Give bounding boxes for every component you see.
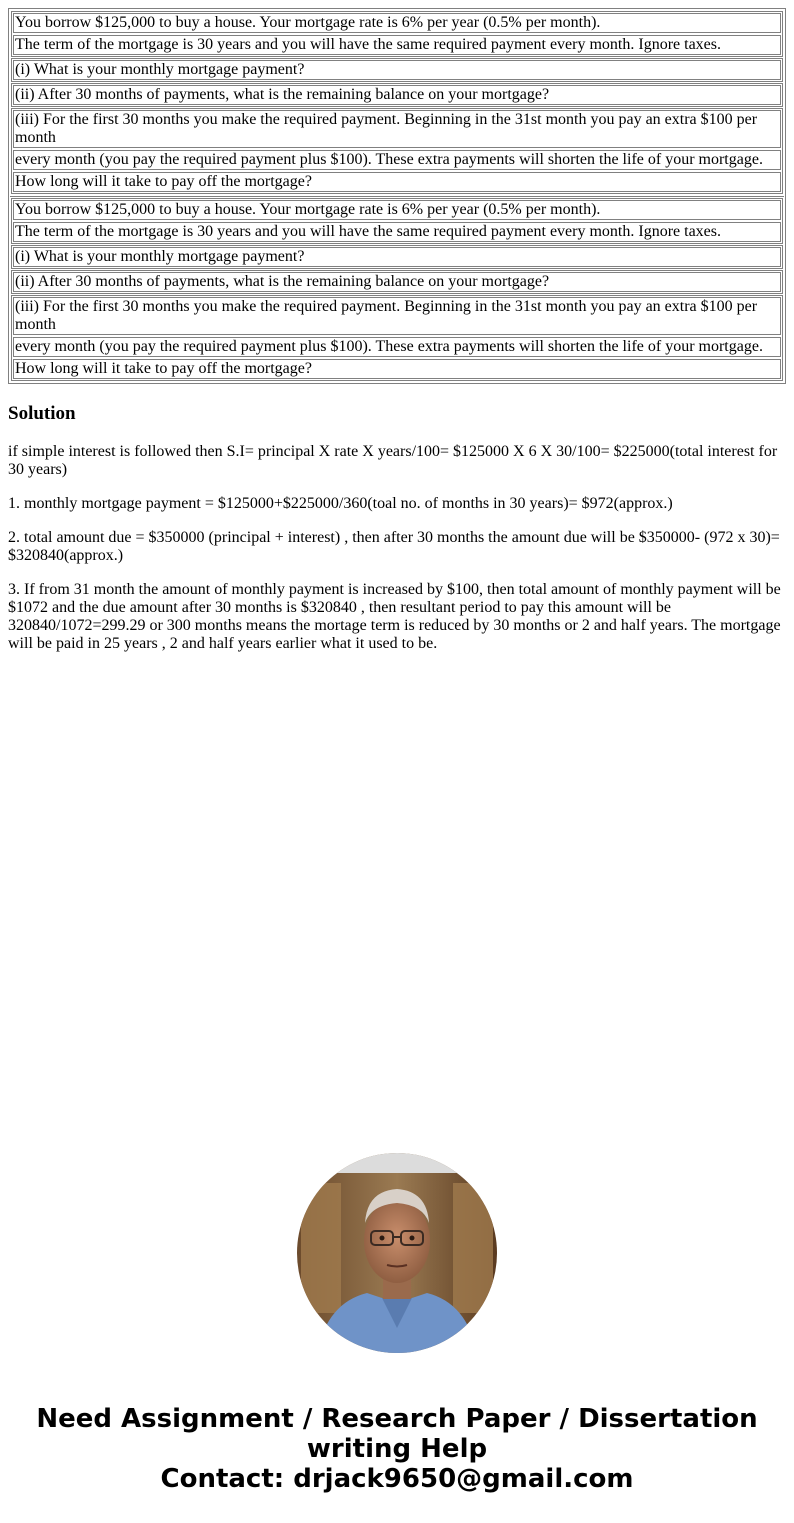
question-cell: (iii) For the first 30 months you make the required payment. Beginning in the 31st month you pay an extra $100 per month	[13, 110, 781, 148]
question-cell: The term of the mortgage is 30 years and you will have the same required payment every month. Ignore taxes.	[13, 222, 781, 242]
question-cell: (iii) For the first 30 months you make the required payment. Beginning in the 31st month you pay an extra $100 per month	[13, 297, 781, 335]
author-portrait-image	[297, 1153, 497, 1353]
contact-email: Contact: drjack9650@gmail.com	[160, 1464, 634, 1494]
question-table	[8, 8, 786, 384]
question-cell: How long will it take to pay off the mortgage?	[13, 359, 781, 379]
solution-paragraph: 1. monthly mortgage payment = $125000+$225000/360(toal no. of months in 30 years)= $972(approx.)	[8, 495, 673, 512]
question-cell: How long will it take to pay off the mortgage?	[13, 172, 781, 192]
question-subtable	[11, 295, 783, 381]
solution-paragraph: 3. If from 31 month the amount of monthly payment is increased by $100, then total amount of monthly payment will be $1072 and the due amount after 30 months is $320840 , then resultant period to pay this amount will be 320840/1072=299.29 or 300 months means the mortage term is reduced by 30 months or 2 and half years. The mortgage will be paid in 25 years , 2 and half years earlier what it used to be.	[8, 581, 781, 652]
cta-line: writing Help	[306, 1434, 488, 1464]
question-cell: You borrow $125,000 to buy a house. Your mortgage rate is 6% per year (0.5% per month).	[13, 200, 781, 220]
question-block	[10, 11, 784, 197]
question-cell: (i) What is your monthly mortgage payment?	[13, 60, 781, 80]
contact-banner	[0, 1404, 794, 1494]
solution-paragraph: if simple interest is followed then S.I= principal X rate X years/100= $125000 X 6 X 30/100= $225000(total interest for 30 years)	[8, 443, 778, 478]
question-cell: The term of the mortgage is 30 years and you will have the same required payment every month. Ignore taxes.	[13, 35, 781, 55]
question-cell: (i) What is your monthly mortgage payment?	[13, 247, 781, 267]
question-subtable	[11, 11, 783, 57]
question-subtable	[11, 245, 783, 269]
question-cell: (ii) After 30 months of payments, what is the remaining balance on your mortgage?	[13, 85, 781, 105]
question-block	[10, 198, 784, 381]
question-subtable	[11, 58, 783, 82]
solution-heading: Solution	[8, 403, 76, 424]
author-avatar	[297, 1153, 497, 1353]
solution-paragraph: 2. total amount due = $350000 (principal + interest) , then after 30 months the amount due will be $350000- (972 x 30)= $320840(approx.)	[8, 529, 780, 564]
question-cell: every month (you pay the required payment plus $100). These extra payments will shorten the life of your mortgage.	[13, 150, 781, 170]
solution-body	[8, 443, 786, 653]
question-subtable	[11, 198, 783, 244]
question-subtable	[11, 108, 783, 194]
question-cell: (ii) After 30 months of payments, what is the remaining balance on your mortgage?	[13, 272, 781, 292]
question-subtable	[11, 83, 783, 107]
question-cell: every month (you pay the required payment plus $100). These extra payments will shorten the life of your mortgage.	[13, 337, 781, 357]
question-cell: You borrow $125,000 to buy a house. Your mortgage rate is 6% per year (0.5% per month).	[13, 13, 781, 33]
document-content	[8, 8, 786, 669]
cta-line: Need Assignment / Research Paper / Dissertation	[36, 1404, 758, 1434]
question-subtable	[11, 270, 783, 294]
